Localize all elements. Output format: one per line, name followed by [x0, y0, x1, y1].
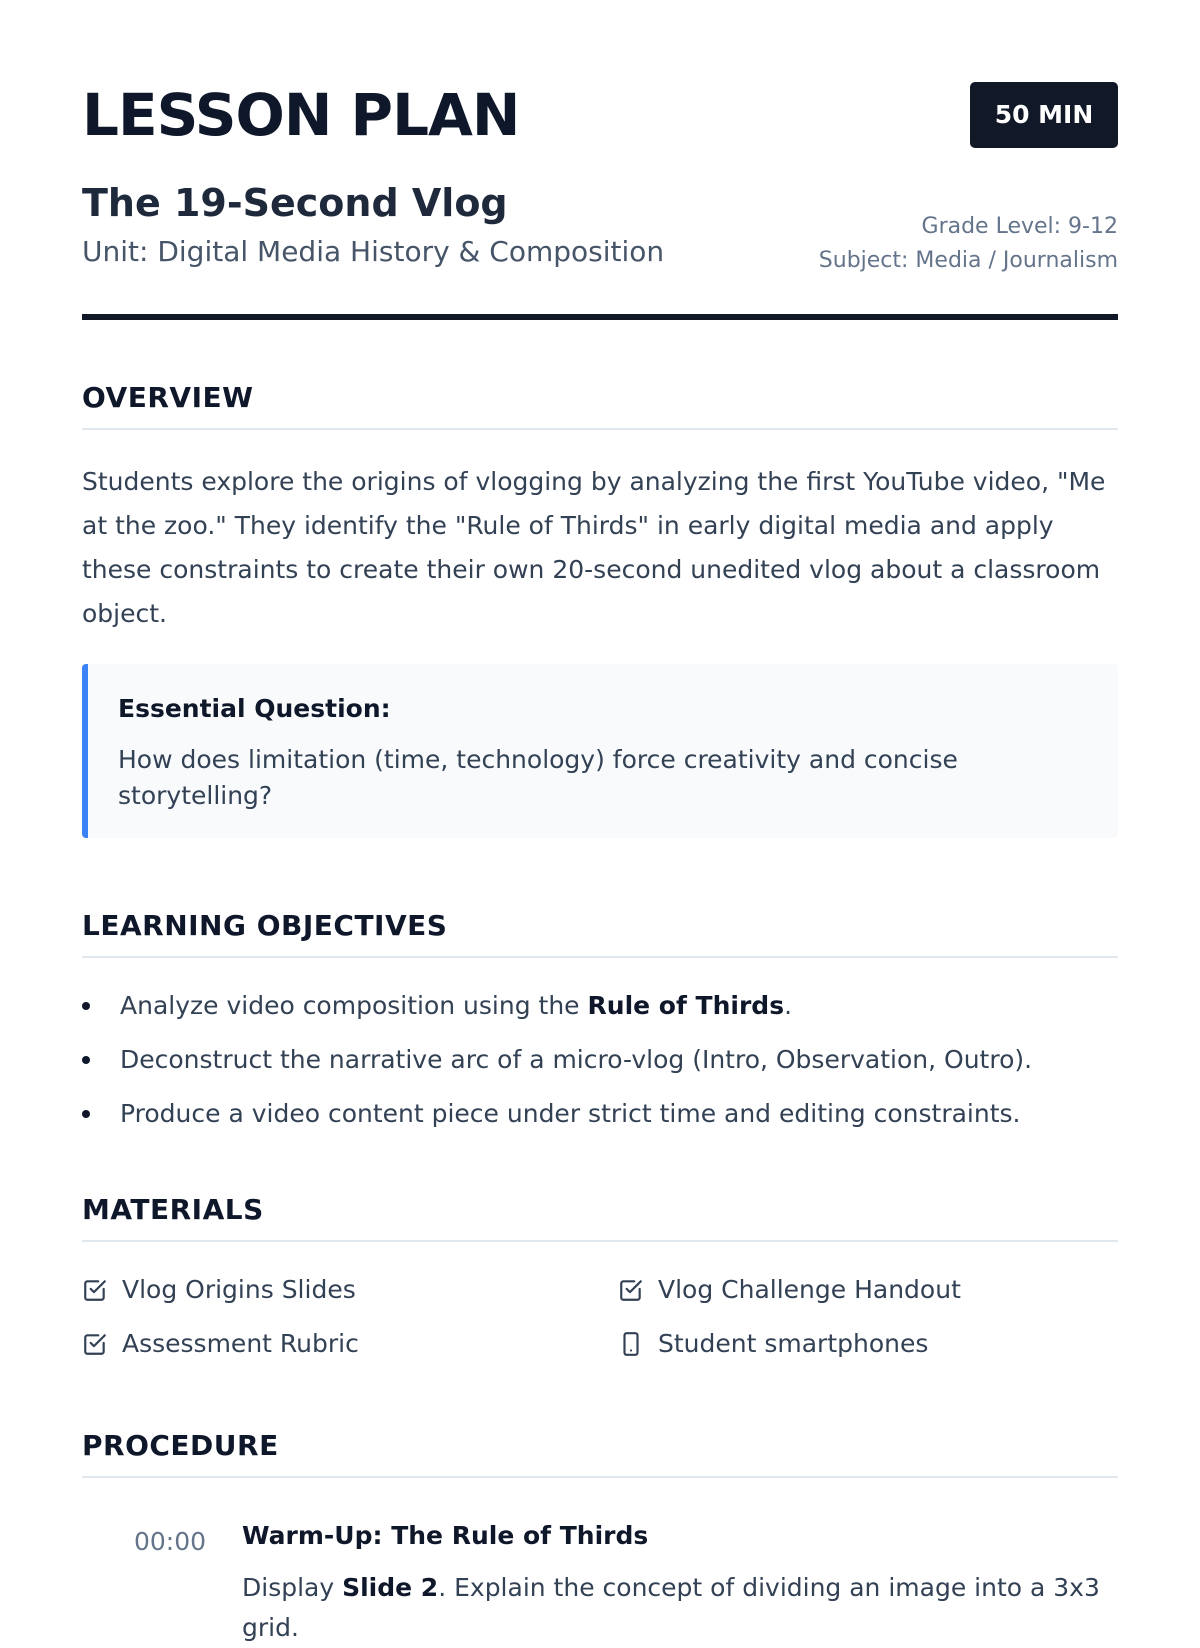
objective-text: Analyze video composition using the: [120, 991, 588, 1020]
checkbox-icon: [82, 1331, 108, 1357]
material-label: Student smartphones: [658, 1329, 929, 1358]
objectives-section: [82, 908, 1118, 1132]
material-item: [618, 1326, 1118, 1362]
overview-text: Students explore the origins of vlogging by analyzing the first YouTube video, "Me at the zoo." They identify the "Rule of Thirds" in early digital media and apply these constraints to create their own 20-second unedited vlog about a classroom object.: [82, 467, 1106, 628]
step-body: [242, 1518, 1118, 1648]
step-desc-text-end: . Explain the concept of dividing an image into a 3x3 grid.: [242, 1573, 1100, 1642]
smartphone-icon: [618, 1331, 644, 1357]
materials-section: [82, 1192, 1118, 1362]
step-title: Warm-Up: The Rule of Thirds: [242, 1521, 649, 1550]
subject: Subject: Media / Journalism: [818, 248, 1118, 273]
list-item: [82, 1042, 1118, 1078]
header-divider: [82, 314, 1118, 320]
section-heading: LEARNING OBJECTIVES: [82, 908, 1118, 958]
list-item: [82, 988, 1118, 1024]
section-heading: MATERIALS: [82, 1192, 1118, 1242]
step-time: 00:00: [133, 1527, 206, 1556]
step-desc-emphasis: Slide 2: [342, 1573, 439, 1602]
unit-subtitle: Unit: Digital Media History & Composition: [82, 235, 665, 268]
step-desc-text: Display: [242, 1573, 343, 1602]
procedure-step: [82, 1518, 1118, 1648]
essential-question-callout: [82, 664, 1118, 838]
overview-section: [82, 380, 1118, 838]
objective-text-end: .: [784, 991, 793, 1020]
checkbox-icon: [82, 1277, 108, 1303]
material-label: Vlog Origins Slides: [122, 1275, 356, 1304]
material-label: Assessment Rubric: [122, 1329, 359, 1358]
bullet-icon: [82, 1056, 90, 1064]
grade-level: Grade Level: 9-12: [921, 214, 1118, 239]
document-title: LESSON PLAN: [82, 81, 520, 149]
objectives-list: [82, 988, 1118, 1132]
list-item: [82, 1096, 1118, 1132]
lesson-meta: [819, 210, 1118, 278]
objective-text: Produce a video content piece under strict time and editing constraints.: [120, 1099, 1021, 1128]
duration-badge: 50 MIN: [970, 82, 1118, 148]
materials-grid: [82, 1272, 1118, 1362]
material-item: [82, 1272, 618, 1308]
material-item: [82, 1326, 618, 1362]
material-item: [618, 1272, 1118, 1308]
section-heading: OVERVIEW: [82, 380, 1118, 430]
lesson-title: The 19-Second Vlog: [82, 181, 508, 225]
header: [82, 0, 1118, 320]
title-row: [82, 180, 1118, 274]
procedure-section: [82, 1428, 1118, 1648]
material-label: Vlog Challenge Handout: [658, 1275, 961, 1304]
bullet-icon: [82, 1110, 90, 1118]
essential-question-label: Essential Question:: [118, 694, 391, 723]
objective-text: Deconstruct the narrative arc of a micro-vlog (Intro, Observation, Outro).: [120, 1045, 1033, 1074]
section-heading: PROCEDURE: [82, 1428, 1118, 1478]
essential-question-text: How does limitation (time, technology) force creativity and concise storytelling?: [118, 745, 958, 810]
step-description: [242, 1568, 1118, 1648]
objective-emphasis: Rule of Thirds: [587, 991, 785, 1020]
bullet-icon: [82, 1002, 90, 1010]
checkbox-icon: [618, 1277, 644, 1303]
